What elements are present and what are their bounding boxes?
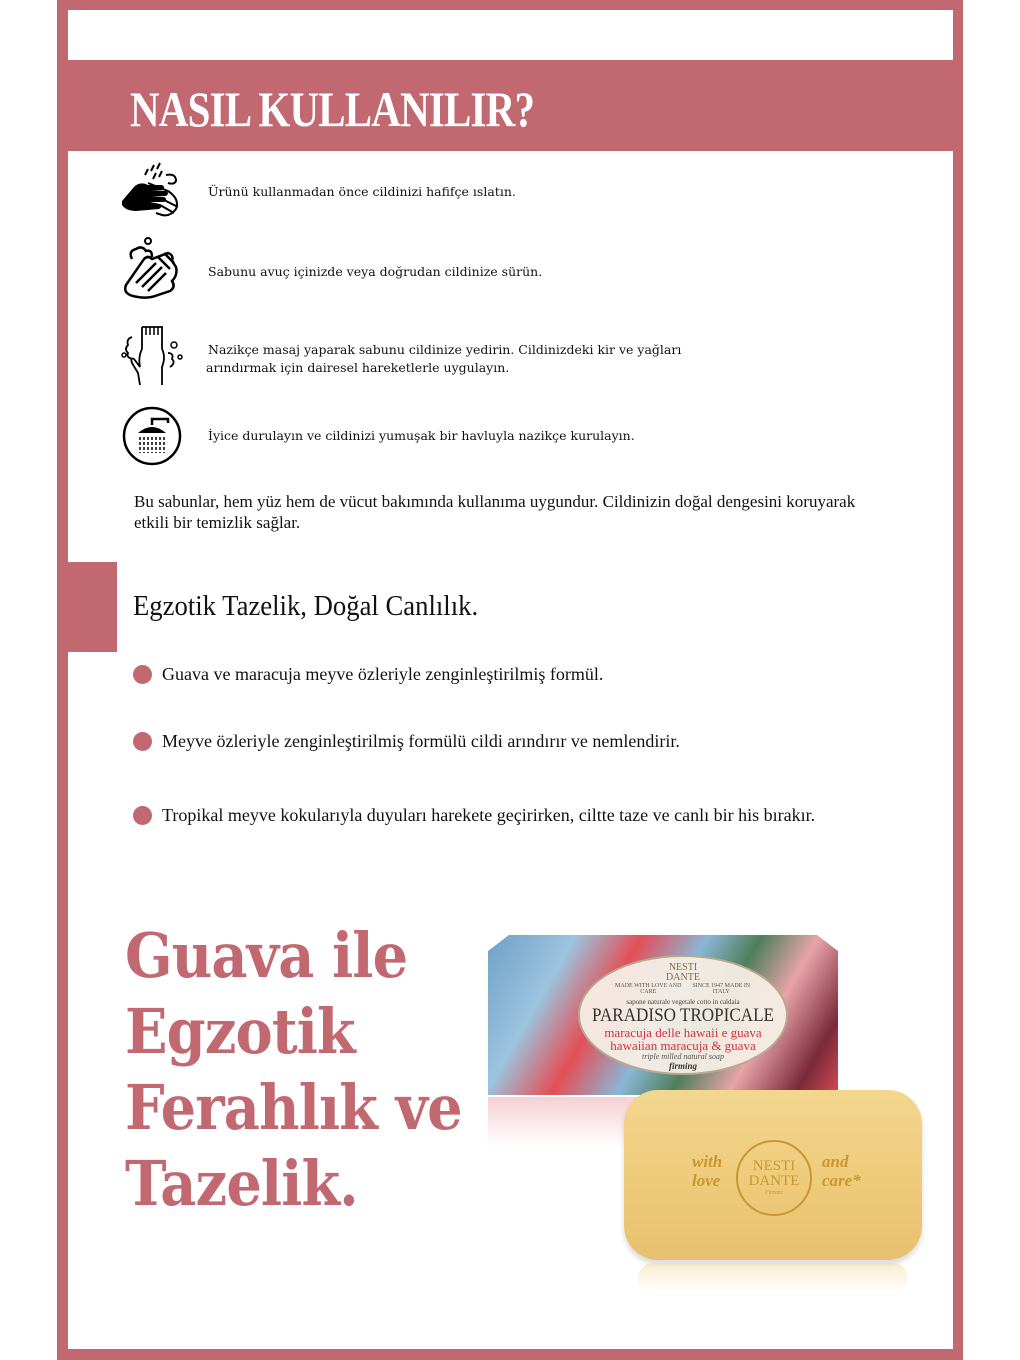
bullet-text: Guava ve maracuja meyve özleriyle zenginleştirilmiş formül. <box>162 664 604 684</box>
wet-hands-icon <box>118 161 184 225</box>
product-name: PARADISO TROPICALE <box>592 1005 774 1026</box>
box-label <box>578 955 788 1075</box>
step-3-text-line1: Nazikçe masaj yaparak sabunu cildinize yedirin. Cildinizdeki kir ve yağları <box>208 342 682 357</box>
page-title: NASIL KULLANILIR? <box>130 81 535 137</box>
hero-line: Guava ile <box>125 919 408 992</box>
bullet-text: Tropikal meyve kokularıyla duyuları harekete geçirirken, ciltte taze ve canlı bir his bırakır. <box>162 805 816 825</box>
shower-icon <box>118 405 184 469</box>
label-subtitle: sapone naturale vegetale cotto in caldaia <box>626 998 740 1006</box>
flavor-english: hawaiian maracuja & guava <box>610 1038 756 1053</box>
bullet-dot-icon <box>133 806 152 825</box>
bullet-item <box>133 731 680 752</box>
soap-hands-icon <box>118 237 184 301</box>
top-spacer <box>68 10 953 60</box>
bullet-dot-icon <box>133 732 152 751</box>
milled-label: triple milled natural soap <box>642 1052 724 1061</box>
hero-line: Tazelik. <box>125 1147 358 1220</box>
product-image <box>488 925 928 1295</box>
bullet-dot-icon <box>133 665 152 684</box>
bullet-item <box>133 664 603 685</box>
soap-engraving-right: and care* <box>822 1152 861 1190</box>
hero-line: Egzotik <box>125 995 355 1068</box>
hero-title <box>125 918 462 1222</box>
step-1-text: Ürünü kullanmadan önce cildinizi hafifçe ıslatın. <box>208 184 516 199</box>
bullet-item <box>133 805 815 826</box>
benefit-label: firming <box>668 1061 697 1071</box>
bullet-text: Meyve özleriyle zenginleştirilmiş formülü cildi arındırır ve nemlendirir. <box>162 731 680 751</box>
soap-engraving-left: with love <box>692 1152 723 1190</box>
flavor-italian: maracuja delle hawaii e guava <box>604 1025 762 1040</box>
section-title: Egzotik Tazelik, Doğal Canlılık. <box>133 590 479 622</box>
brand-logo: NESTI DANTE <box>666 962 700 983</box>
soap-bar <box>624 1090 922 1260</box>
label-small-print: MADE WITH LOVE AND CARE SINCE 1947 MADE IN ITALY <box>615 983 751 995</box>
usage-paragraph: Bu sabunlar, hem yüz hem de vücut bakımında kullanıma uygundur. Cildinizin doğal dengesini koruyarak etkili bir temizlik sağlar. <box>134 492 856 532</box>
step-4-text: İyice durulayın ve cildinizi yumuşak bir havluyla nazikçe kurulayın. <box>208 428 635 443</box>
header-band <box>68 60 953 151</box>
soap-reflection <box>638 1263 908 1293</box>
step-3-text-line2: arındırmak için dairesel hareketlerle uygulayın. <box>206 360 510 375</box>
step-2-text: Sabunu avuç içinizde veya doğrudan cildinize sürün. <box>208 264 543 279</box>
massage-hands-icon <box>118 323 184 387</box>
hero-line: Ferahlık ve <box>125 1071 462 1144</box>
soap-seal: NESTI DANTE Firenze <box>736 1140 812 1216</box>
section-accent-block <box>57 562 117 652</box>
